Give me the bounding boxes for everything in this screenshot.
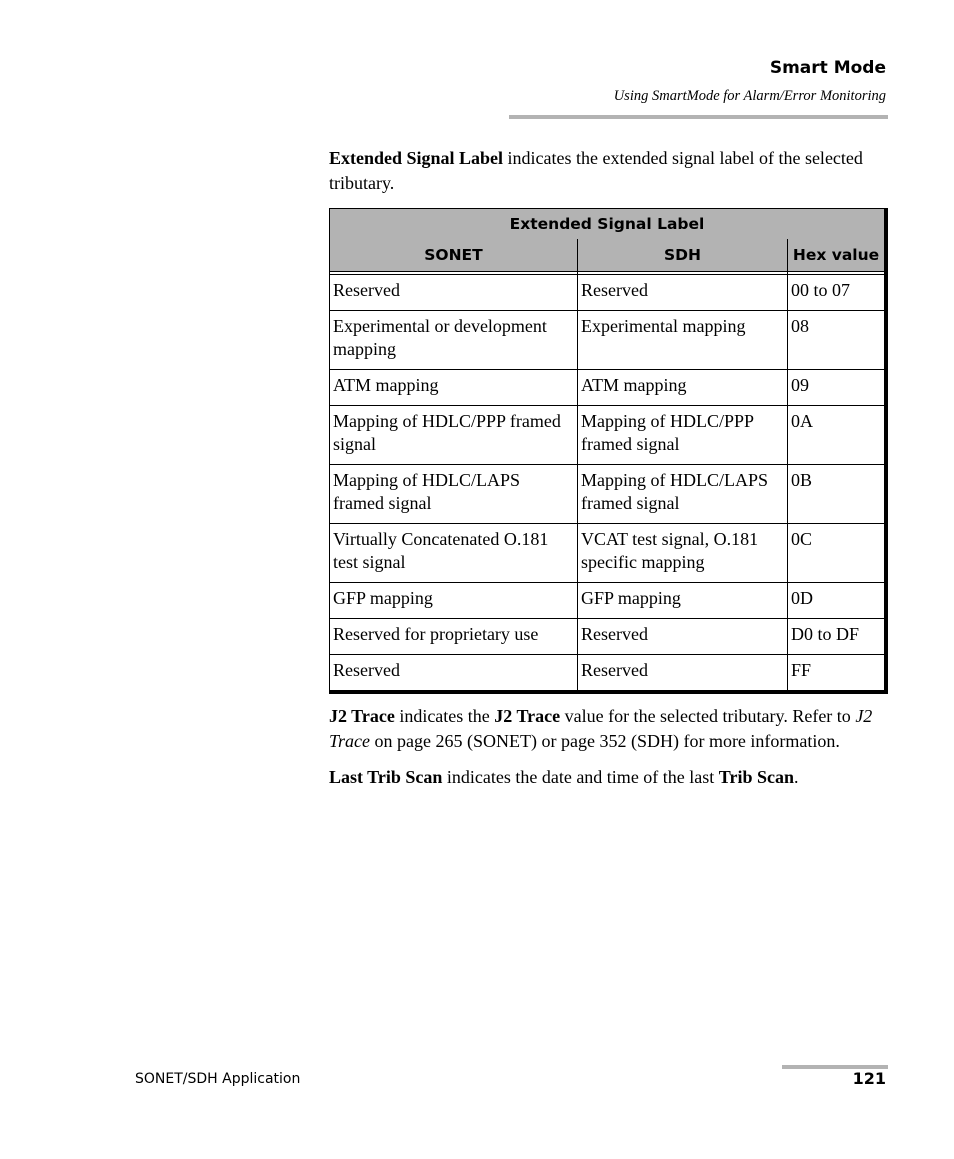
table-row (329, 406, 888, 465)
cell-hex: 00 to 07 (788, 275, 888, 311)
term-j2-trace: J2 Trace (329, 706, 395, 726)
table-row (329, 619, 888, 655)
table-row (329, 583, 888, 619)
table-row (329, 524, 888, 583)
cell-sdh: Mapping of HDLC/LAPS framed signal (578, 465, 788, 524)
table-row (329, 465, 888, 524)
page-body (329, 146, 887, 790)
cell-sonet: Mapping of HDLC/LAPS framed signal (329, 465, 578, 524)
table-row (329, 311, 888, 370)
cell-sonet: Virtually Concatenated O.181 test signal (329, 524, 578, 583)
term-trib-scan: Trib Scan (718, 767, 794, 787)
table-title: Extended Signal Label (329, 208, 888, 239)
cell-hex: FF (788, 655, 888, 694)
intro-paragraph (329, 146, 887, 195)
cell-hex: 0C (788, 524, 888, 583)
cell-sonet: ATM mapping (329, 370, 578, 406)
cell-sdh: Experimental mapping (578, 311, 788, 370)
j2-text-3: on page 265 (SONET) or page 352 (SDH) for more information. (370, 730, 840, 751)
table-row (329, 370, 888, 406)
j2-text-2: value for the selected tributary. Refer to (560, 706, 856, 726)
header-rule (509, 115, 888, 119)
cell-sdh: VCAT test signal, O.181 specific mapping (578, 524, 788, 583)
j2-trace-paragraph (329, 704, 887, 753)
intro-text: indicates the extended signal label of the selected tributary. (329, 148, 863, 193)
page-number: 121 (852, 1069, 886, 1088)
j2-trace-reference-link[interactable]: J2 Trace (329, 706, 873, 751)
term-last-trib-scan: Last Trib Scan (329, 767, 443, 787)
cell-sdh: Reserved (578, 619, 788, 655)
chapter-title: Smart Mode (769, 58, 886, 78)
cell-hex: 0B (788, 465, 888, 524)
cell-sdh: ATM mapping (578, 370, 788, 406)
cell-sonet: Experimental or development mapping (329, 311, 578, 370)
cell-sonet: Reserved (329, 655, 578, 694)
cell-hex: 09 (788, 370, 888, 406)
term-extended-signal-label: Extended Signal Label (329, 148, 504, 168)
last-trib-scan-paragraph (329, 765, 887, 790)
table-row (329, 655, 888, 694)
table-row (329, 275, 888, 311)
cell-hex: 0A (788, 406, 888, 465)
cell-hex: D0 to DF (788, 619, 888, 655)
cell-sdh: Mapping of HDLC/PPP framed signal (578, 406, 788, 465)
extended-signal-label-table (329, 208, 888, 694)
section-subtitle: Using SmartMode for Alarm/Error Monitoring (613, 88, 886, 104)
cell-sdh: GFP mapping (578, 583, 788, 619)
cell-sdh: Reserved (578, 655, 788, 694)
cell-sonet: Reserved for proprietary use (329, 619, 578, 655)
cell-sonet: Mapping of HDLC/PPP framed signal (329, 406, 578, 465)
column-header-sdh: SDH (578, 239, 788, 272)
cell-sonet: GFP mapping (329, 583, 578, 619)
cell-hex: 08 (788, 311, 888, 370)
cell-sdh: Reserved (578, 275, 788, 311)
cell-sonet: Reserved (329, 275, 578, 311)
last-scan-text: indicates the date and time of the last (442, 767, 719, 787)
column-header-sonet: SONET (329, 239, 578, 272)
column-header-hex: Hex value (788, 239, 888, 272)
footer-manual-title: SONET/SDH Application (135, 1071, 301, 1087)
term-j2-trace-2: J2 Trace (494, 706, 561, 726)
last-scan-end: . (793, 767, 799, 787)
j2-text-1: indicates the (394, 706, 495, 726)
cell-hex: 0D (788, 583, 888, 619)
